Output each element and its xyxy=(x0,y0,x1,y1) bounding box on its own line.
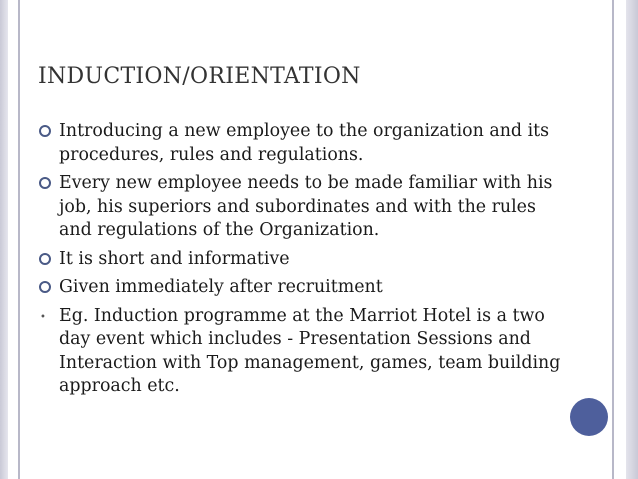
ring-bullet-icon xyxy=(39,281,51,293)
bullet-text: It is short and informative xyxy=(59,248,290,269)
slide-title: INDUCTION/ORIENTATION xyxy=(38,64,361,89)
left-border-line xyxy=(18,0,20,479)
bullet-item xyxy=(38,120,568,167)
bullet-item xyxy=(38,172,568,243)
bullet-item xyxy=(38,305,568,399)
bullet-item xyxy=(38,276,568,300)
bullet-text: Eg. Induction programme at the Marriot Hotel is a two day event which includes - Presentation Sessions and Interaction with Top management, games, team building approach etc. xyxy=(59,305,561,396)
bullet-text: Every new employee needs to be made familiar with his job, his superiors and subordinates and with the rules and regulations of the Organization. xyxy=(59,173,553,240)
bullet-list xyxy=(38,120,568,404)
bullet-text: Given immediately after recruitment xyxy=(59,277,383,297)
bullet-text: Introducing a new employee to the organization and its procedures, rules and regulations. xyxy=(59,121,550,165)
right-border-band xyxy=(626,0,638,479)
ring-bullet-icon xyxy=(39,177,51,189)
ring-bullet-icon xyxy=(39,125,51,137)
dot-bullet-icon: • xyxy=(40,311,46,323)
decorative-circle xyxy=(570,398,608,436)
right-border-line xyxy=(612,0,614,479)
bullet-item xyxy=(38,248,568,272)
left-border-band xyxy=(0,0,8,479)
ring-bullet-icon xyxy=(39,253,51,265)
